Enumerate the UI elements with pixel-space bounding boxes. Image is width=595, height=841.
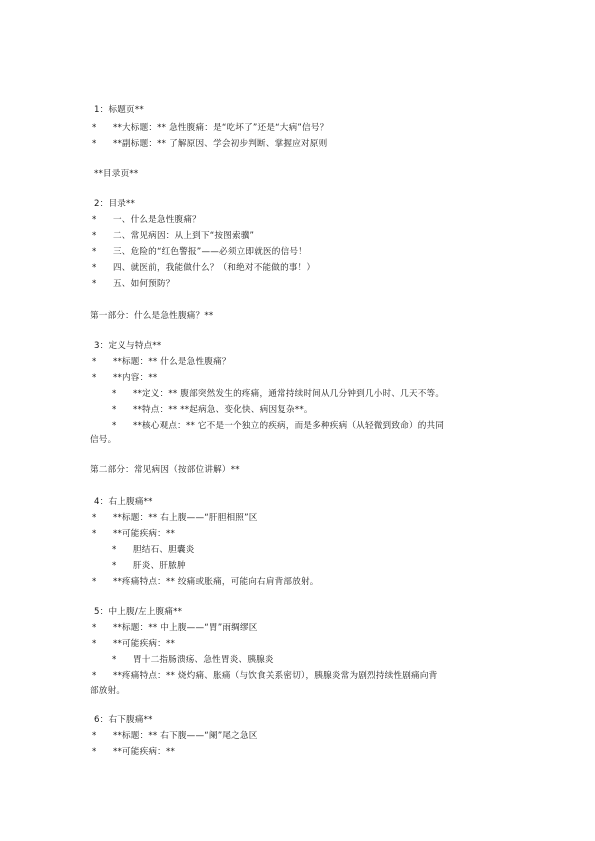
- toc-item-text: 一、什么是急性腹痛？: [113, 215, 201, 225]
- bullet: *: [92, 529, 97, 539]
- section-3-heading: 3：定义与特点**: [94, 341, 162, 351]
- bullet: *: [92, 231, 97, 241]
- bullet: *: [92, 513, 97, 523]
- pain-item: **疼痛特点：** 绞痛或胀痛，可能向右肩背部放射。: [113, 577, 319, 587]
- section-2-heading: 2：目录**: [94, 199, 136, 209]
- bullet: *: [92, 139, 97, 149]
- bullet: *: [92, 263, 97, 273]
- bullet: *: [112, 405, 117, 415]
- title-item: **标题：** 右下腹——“阑”尾之急区: [113, 731, 258, 741]
- main-title-item: **大标题：** 急性腹痛：是“吃坏了”还是“大病”信号？: [113, 123, 329, 133]
- bullet: *: [112, 561, 117, 571]
- section-1-heading: 1：标题页**: [94, 105, 144, 115]
- disease-item: **可能疾病：**: [113, 529, 175, 539]
- section-5-heading: 5：中上腹/左上腹痛**: [94, 607, 183, 617]
- disease-item: **可能疾病：**: [113, 747, 175, 757]
- bullet: *: [112, 389, 117, 399]
- toc-item-text: 五、如何预防？: [113, 279, 175, 289]
- section-4-heading: 4：右上腹痛**: [94, 497, 153, 507]
- bullet: *: [92, 623, 97, 633]
- toc-item-text: 二、常见病因：从上到下“按图索骥”: [113, 231, 255, 241]
- bullet: *: [112, 655, 117, 665]
- toc-page-label: **目录页**: [94, 169, 139, 179]
- core-point-item: **核心观点：** 它不是一个独立的疾病，而是多种疾病（从轻微到致命）的共同: [133, 421, 445, 431]
- features-item: **特点：** **起病急、变化快、病因复杂**。: [133, 405, 313, 415]
- disease-text: 胆结石、胆囊炎: [133, 545, 195, 555]
- bullet: *: [92, 357, 97, 367]
- bullet: *: [92, 577, 97, 587]
- wrapped-text: 信号。: [90, 435, 117, 445]
- bullet: *: [92, 671, 97, 681]
- bullet: *: [92, 215, 97, 225]
- bullet: *: [112, 421, 117, 431]
- bullet: *: [92, 123, 97, 133]
- subtitle-item: **副标题：** 了解原因、学会初步判断、掌握应对原则: [113, 139, 328, 149]
- pain-item: **疼痛特点：** 烧灼痛、胀痛（与饮食关系密切），胰腺炎常为剧烈持续性剧痛向背: [113, 671, 438, 681]
- bullet: *: [92, 279, 97, 289]
- bullet: *: [92, 639, 97, 649]
- toc-item-text: 三、危险的“红色警报”——必须立即就医的信号！: [113, 247, 307, 257]
- part-2-heading: 第二部分：常见病因（按部位讲解）**: [90, 465, 240, 475]
- bullet: *: [92, 373, 97, 383]
- bullet: *: [92, 747, 97, 757]
- content-item: **内容：**: [113, 373, 158, 383]
- definition-item: **定义：** 腹部突然发生的疼痛，通常持续时间从几分钟到几小时、几天不等。: [133, 389, 445, 399]
- title-item: **标题：** 右上腹——“肝胆相照”区: [113, 513, 258, 523]
- disease-item: **可能疾病：**: [113, 639, 175, 649]
- bullet: *: [112, 545, 117, 555]
- disease-text: 胃十二指肠溃疡、急性胃炎、胰腺炎: [133, 655, 274, 665]
- bullet: *: [92, 247, 97, 257]
- wrapped-text: 部放射。: [90, 686, 126, 696]
- title-item: **标题：** 什么是急性腹痛？: [113, 357, 231, 367]
- bullet: *: [92, 731, 97, 741]
- disease-text: 肝炎、肝脓肿: [133, 561, 186, 571]
- part-1-heading: 第一部分：什么是急性腹痛？**: [90, 311, 214, 321]
- toc-item-text: 四、就医前，我能做什么？（和绝对不能做的事！）: [113, 263, 316, 273]
- title-item: **标题：** 中上腹——“胃”雨绸缪区: [113, 623, 258, 633]
- section-6-heading: 6：右下腹痛**: [94, 715, 153, 725]
